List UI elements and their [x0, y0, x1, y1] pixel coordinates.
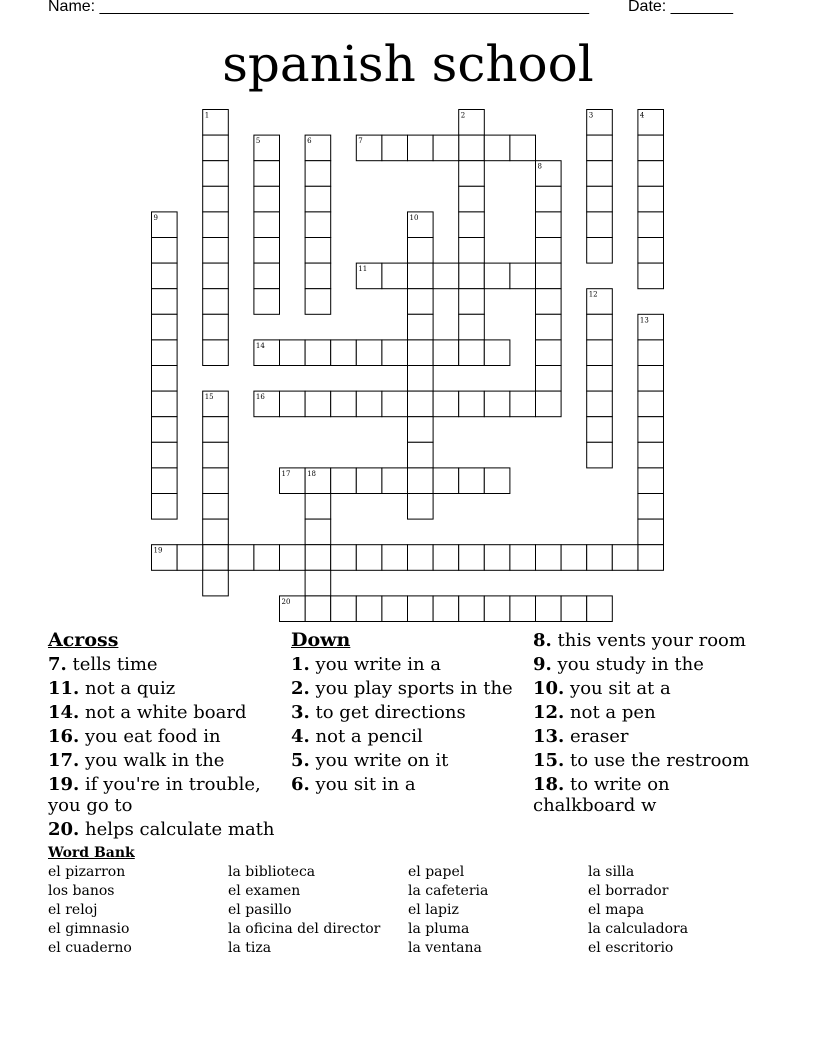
- grid-cell[interactable]: [382, 135, 408, 161]
- grid-cell[interactable]: [536, 263, 562, 289]
- grid-cell[interactable]: [484, 135, 510, 161]
- grid-cell[interactable]: [305, 186, 331, 212]
- clue-number: 1.: [291, 654, 310, 675]
- word-bank-entry: el papel: [408, 864, 465, 880]
- clue-number: 14.: [48, 702, 80, 723]
- grid-cell[interactable]: [305, 391, 331, 417]
- grid-cell[interactable]: [536, 366, 562, 392]
- grid-cell[interactable]: [382, 391, 408, 417]
- across-clue: [48, 750, 288, 771]
- grid-cell[interactable]: [536, 340, 562, 366]
- down-clue: [291, 726, 521, 747]
- grid-cell[interactable]: [152, 289, 178, 315]
- grid-cell[interactable]: [382, 545, 408, 571]
- cell-number: 15: [204, 393, 214, 402]
- grid-cell[interactable]: [152, 340, 178, 366]
- grid-cell[interactable]: [459, 314, 485, 340]
- grid-cell[interactable]: [587, 340, 613, 366]
- grid-cell[interactable]: [587, 417, 613, 443]
- cell-number: 18: [307, 469, 317, 478]
- grid-cell[interactable]: [305, 596, 331, 622]
- grid-cell[interactable]: [203, 545, 229, 571]
- down-clue: [291, 678, 521, 699]
- clue-number: 15.: [533, 750, 565, 771]
- grid-cell[interactable]: [305, 263, 331, 289]
- grid-cell[interactable]: [433, 135, 459, 161]
- cell-number: 9: [153, 213, 158, 222]
- grid-cell[interactable]: [433, 545, 459, 571]
- grid-cell[interactable]: [382, 263, 408, 289]
- clue-number: 7.: [48, 654, 67, 675]
- grid-cell[interactable]: [152, 238, 178, 264]
- cell-number: 13: [639, 316, 649, 325]
- down-clue: [533, 630, 773, 651]
- grid-cell[interactable]: [408, 314, 434, 340]
- clue-number: 18.: [533, 774, 565, 795]
- clue-text: you study in the: [551, 654, 704, 675]
- grid-cell[interactable]: [433, 263, 459, 289]
- grid-cell[interactable]: [459, 161, 485, 187]
- grid-cell[interactable]: [638, 366, 664, 392]
- grid-cell[interactable]: [638, 391, 664, 417]
- grid-cell[interactable]: [203, 289, 229, 315]
- clue-number: 20.: [48, 819, 80, 840]
- grid-cell[interactable]: [638, 161, 664, 187]
- grid-cell[interactable]: [484, 391, 510, 417]
- clue-text: you play sports in the: [309, 678, 513, 699]
- grid-cell[interactable]: [587, 442, 613, 468]
- grid-cell[interactable]: [536, 391, 562, 417]
- down-clue: [533, 702, 773, 723]
- grid-cell[interactable]: [433, 340, 459, 366]
- grid-cell[interactable]: [536, 596, 562, 622]
- grid-cell[interactable]: [638, 238, 664, 264]
- cell-number: 6: [307, 137, 312, 146]
- clue-text: you walk in the: [79, 750, 225, 771]
- grid-cell[interactable]: [638, 417, 664, 443]
- word-bank-column: [588, 863, 768, 958]
- grid-cell[interactable]: [408, 238, 434, 264]
- grid-cell[interactable]: [203, 442, 229, 468]
- grid-cell[interactable]: [203, 135, 229, 161]
- down-clues-col2: [533, 630, 773, 819]
- grid-cell[interactable]: [510, 596, 536, 622]
- grid-cell[interactable]: [331, 340, 357, 366]
- grid-cell[interactable]: [408, 545, 434, 571]
- grid-cell[interactable]: [638, 212, 664, 238]
- grid-cell[interactable]: [305, 289, 331, 315]
- grid-cell[interactable]: [203, 212, 229, 238]
- grid-cell[interactable]: [305, 519, 331, 545]
- down-clue: [533, 726, 773, 747]
- down-clue: [291, 750, 521, 771]
- grid-cell[interactable]: [152, 417, 178, 443]
- grid-cell[interactable]: [152, 468, 178, 494]
- clue-text: you sit at a: [564, 678, 671, 699]
- word-bank-entry: el pizarron: [48, 864, 126, 880]
- grid-cell[interactable]: [254, 212, 280, 238]
- grid-cell[interactable]: [203, 417, 229, 443]
- clue-number: 3.: [291, 702, 310, 723]
- grid-cell[interactable]: [152, 442, 178, 468]
- grid-cell[interactable]: [356, 545, 382, 571]
- cell-number: 7: [358, 137, 363, 146]
- grid-cell[interactable]: [587, 366, 613, 392]
- grid-cell[interactable]: [536, 289, 562, 315]
- grid-cell[interactable]: [305, 545, 331, 571]
- word-bank-entry: el escritorio: [588, 940, 674, 956]
- clue-text: helps calculate math: [79, 819, 275, 840]
- clue-number: 6.: [291, 774, 310, 795]
- grid-cell[interactable]: [203, 186, 229, 212]
- clue-text: if you're in trouble, you go to: [48, 774, 261, 816]
- grid-cell[interactable]: [203, 519, 229, 545]
- grid-cell[interactable]: [408, 417, 434, 443]
- grid-cell[interactable]: [587, 314, 613, 340]
- grid-cell[interactable]: [331, 545, 357, 571]
- clue-number: 2.: [291, 678, 310, 699]
- grid-cell[interactable]: [356, 596, 382, 622]
- grid-cell[interactable]: [587, 238, 613, 264]
- across-clue: [48, 654, 288, 675]
- grid-cell[interactable]: [587, 135, 613, 161]
- grid-cell[interactable]: [203, 340, 229, 366]
- grid-cell[interactable]: [459, 186, 485, 212]
- down-clue: [533, 678, 773, 699]
- grid-cell[interactable]: [254, 289, 280, 315]
- grid-cell[interactable]: [459, 238, 485, 264]
- down-clue: [533, 774, 773, 816]
- grid-cell[interactable]: [152, 314, 178, 340]
- grid-cell[interactable]: [638, 135, 664, 161]
- across-clues: [48, 630, 288, 843]
- grid-cell[interactable]: [382, 340, 408, 366]
- clue-number: 4.: [291, 726, 310, 747]
- clue-text: you sit in a: [309, 774, 416, 795]
- word-bank-entry: la oficina del director: [228, 921, 381, 937]
- clue-number: 8.: [533, 630, 552, 651]
- grid-cell[interactable]: [408, 596, 434, 622]
- clue-text: to get directions: [309, 702, 466, 723]
- grid-cell[interactable]: [152, 494, 178, 520]
- grid-cell[interactable]: [152, 366, 178, 392]
- down-clue: [291, 774, 521, 795]
- grid-cell[interactable]: [484, 596, 510, 622]
- grid-cell[interactable]: [408, 366, 434, 392]
- grid-cell[interactable]: [459, 263, 485, 289]
- clue-number: 17.: [48, 750, 80, 771]
- grid-cell[interactable]: [510, 545, 536, 571]
- grid-cell[interactable]: [536, 238, 562, 264]
- grid-cell[interactable]: [305, 212, 331, 238]
- grid-cell[interactable]: [177, 545, 203, 571]
- word-bank-entry: el gimnasio: [48, 921, 130, 937]
- word-bank-column: [48, 863, 228, 958]
- grid-cell[interactable]: [331, 391, 357, 417]
- word-bank-entry: el reloj: [48, 902, 98, 918]
- clue-text: you write in a: [309, 654, 442, 675]
- grid-cell[interactable]: [203, 161, 229, 187]
- grid-cell[interactable]: [433, 596, 459, 622]
- grid-cell[interactable]: [638, 494, 664, 520]
- down-clue: [291, 702, 521, 723]
- grid-cell[interactable]: [305, 340, 331, 366]
- grid-cell[interactable]: [254, 238, 280, 264]
- cell-number: 10: [409, 213, 419, 222]
- clue-number: 13.: [533, 726, 565, 747]
- clue-number: 16.: [48, 726, 80, 747]
- grid-cell[interactable]: [254, 161, 280, 187]
- grid-cell[interactable]: [459, 135, 485, 161]
- cell-number: 11: [358, 265, 368, 274]
- across-clue: [48, 702, 288, 723]
- grid-cell[interactable]: [638, 545, 664, 571]
- clue-number: 5.: [291, 750, 310, 771]
- name-field[interactable]: Name: _______________________________________________________: [48, 0, 589, 15]
- grid-cell[interactable]: [203, 263, 229, 289]
- grid-cell[interactable]: [382, 468, 408, 494]
- grid-cell[interactable]: [408, 340, 434, 366]
- word-bank-column: [408, 863, 588, 958]
- word-bank-column: [228, 863, 408, 958]
- word-bank-entry: la pluma: [408, 921, 470, 937]
- grid-cell[interactable]: [510, 391, 536, 417]
- grid-cell[interactable]: [203, 314, 229, 340]
- cell-number: 14: [255, 341, 265, 350]
- grid-cell[interactable]: [587, 596, 613, 622]
- grid-cell[interactable]: [254, 186, 280, 212]
- grid-cell[interactable]: [280, 545, 306, 571]
- grid-cell[interactable]: [484, 545, 510, 571]
- cell-number: 16: [255, 393, 265, 402]
- grid-cell[interactable]: [408, 135, 434, 161]
- across-clue: [48, 678, 288, 699]
- grid-cell[interactable]: [356, 340, 382, 366]
- grid-cell[interactable]: [587, 186, 613, 212]
- grid-cell[interactable]: [152, 391, 178, 417]
- cell-number: 2: [460, 111, 466, 120]
- grid-cell[interactable]: [305, 494, 331, 520]
- grid-cell[interactable]: [331, 596, 357, 622]
- grid-cell[interactable]: [536, 545, 562, 571]
- grid-cell[interactable]: [280, 340, 306, 366]
- grid-cell[interactable]: [433, 468, 459, 494]
- grid-cell[interactable]: [536, 186, 562, 212]
- grid-cell[interactable]: [203, 570, 229, 596]
- grid-cell[interactable]: [408, 468, 434, 494]
- grid-cell[interactable]: [356, 468, 382, 494]
- word-bank-entry: el mapa: [588, 902, 645, 918]
- clue-text: not a quiz: [79, 678, 176, 699]
- cell-number: 12: [588, 290, 598, 299]
- down-clues-col1: [291, 630, 521, 798]
- grid-cell[interactable]: [561, 545, 587, 571]
- grid-cell[interactable]: [561, 596, 587, 622]
- clue-number: 9.: [533, 654, 552, 675]
- clue-text: you eat food in: [79, 726, 221, 747]
- clue-text: not a pen: [564, 702, 656, 723]
- cell-number: 3: [588, 111, 594, 120]
- cell-number: 4: [639, 111, 645, 120]
- across-clue: [48, 819, 288, 840]
- word-bank-entry: la biblioteca: [228, 864, 316, 880]
- grid-cell[interactable]: [331, 468, 357, 494]
- grid-cell[interactable]: [587, 545, 613, 571]
- clue-text: not a white board: [79, 702, 247, 723]
- clue-text: tells time: [66, 654, 158, 675]
- clue-text: you write on it: [309, 750, 449, 771]
- grid-cell[interactable]: [408, 263, 434, 289]
- grid-cell[interactable]: [203, 238, 229, 264]
- grid-cell[interactable]: [408, 391, 434, 417]
- word-bank-entry: la silla: [588, 864, 635, 880]
- grid-cell[interactable]: [536, 314, 562, 340]
- word-bank-entry: el borrador: [588, 883, 669, 899]
- grid-cell[interactable]: [536, 212, 562, 238]
- word-bank-entry: el examen: [228, 883, 301, 899]
- across-clue: [48, 774, 288, 816]
- grid-cell[interactable]: [484, 468, 510, 494]
- grid-cell[interactable]: [510, 135, 536, 161]
- word-bank-heading: Word Bank: [48, 845, 135, 861]
- down-clue: [533, 654, 773, 675]
- grid-cell[interactable]: [305, 161, 331, 187]
- word-bank-entry: el lapiz: [408, 902, 459, 918]
- grid-cell[interactable]: [459, 596, 485, 622]
- word-bank-entry: la tiza: [228, 940, 272, 956]
- clue-text: eraser: [564, 726, 629, 747]
- word-bank-entry: la calculadora: [588, 921, 689, 937]
- grid-cell[interactable]: [459, 340, 485, 366]
- grid-cell[interactable]: [587, 391, 613, 417]
- cell-number: 8: [537, 162, 542, 171]
- down-heading: Down: [291, 629, 351, 651]
- grid-cell[interactable]: [280, 391, 306, 417]
- grid-cell[interactable]: [459, 391, 485, 417]
- grid-cell[interactable]: [203, 494, 229, 520]
- grid-cell[interactable]: [459, 468, 485, 494]
- across-heading: Across: [48, 629, 119, 651]
- down-clue: [291, 654, 521, 675]
- grid-cell[interactable]: [305, 570, 331, 596]
- grid-cell[interactable]: [459, 212, 485, 238]
- down-clue: [533, 750, 773, 771]
- grid-cell[interactable]: [459, 289, 485, 315]
- word-bank-entry: la cafeteria: [408, 883, 489, 899]
- clue-number: 11.: [48, 678, 80, 699]
- grid-cell[interactable]: [228, 545, 254, 571]
- cell-number: 20: [281, 597, 291, 606]
- grid-cell[interactable]: [356, 391, 382, 417]
- clue-number: 10.: [533, 678, 565, 699]
- grid-cell[interactable]: [408, 494, 434, 520]
- clue-text: to use the restroom: [564, 750, 750, 771]
- grid-cell[interactable]: [587, 161, 613, 187]
- word-bank-entry: el pasillo: [228, 902, 292, 918]
- grid-cell[interactable]: [203, 468, 229, 494]
- clue-text: to write on chalkboard w: [533, 774, 670, 816]
- grid-cell[interactable]: [587, 212, 613, 238]
- word-bank-entry: los banos: [48, 883, 115, 899]
- page-title: spanish school: [222, 35, 594, 93]
- grid-cell[interactable]: [510, 263, 536, 289]
- grid-cell[interactable]: [305, 238, 331, 264]
- word-bank: [48, 845, 788, 958]
- clue-text: not a pencil: [309, 726, 423, 747]
- grid-cell[interactable]: [638, 340, 664, 366]
- grid-cell[interactable]: [638, 468, 664, 494]
- grid-cell[interactable]: [254, 263, 280, 289]
- grid-cell[interactable]: [638, 519, 664, 545]
- cell-number: 5: [255, 137, 261, 146]
- date-field[interactable]: Date: _______: [628, 0, 733, 15]
- grid-cell[interactable]: [638, 186, 664, 212]
- cell-number: 19: [153, 546, 163, 555]
- cell-number: 17: [281, 469, 291, 478]
- grid-cell[interactable]: [484, 340, 510, 366]
- grid-cell[interactable]: [254, 545, 280, 571]
- grid-cell[interactable]: [408, 442, 434, 468]
- word-bank-entry: el cuaderno: [48, 940, 132, 956]
- grid-cell[interactable]: [612, 545, 638, 571]
- grid-cell[interactable]: [484, 263, 510, 289]
- grid-cell[interactable]: [638, 263, 664, 289]
- grid-cell[interactable]: [152, 263, 178, 289]
- grid-cell[interactable]: [408, 289, 434, 315]
- word-bank-entry: la ventana: [408, 940, 482, 956]
- across-clue: [48, 726, 288, 747]
- grid-cell[interactable]: [638, 442, 664, 468]
- clue-number: 19.: [48, 774, 80, 795]
- grid-cell[interactable]: [459, 545, 485, 571]
- grid-cell[interactable]: [433, 391, 459, 417]
- cell-number: 1: [204, 111, 210, 120]
- clue-text: this vents your room: [551, 630, 746, 651]
- grid-cell[interactable]: [382, 596, 408, 622]
- clue-number: 12.: [533, 702, 565, 723]
